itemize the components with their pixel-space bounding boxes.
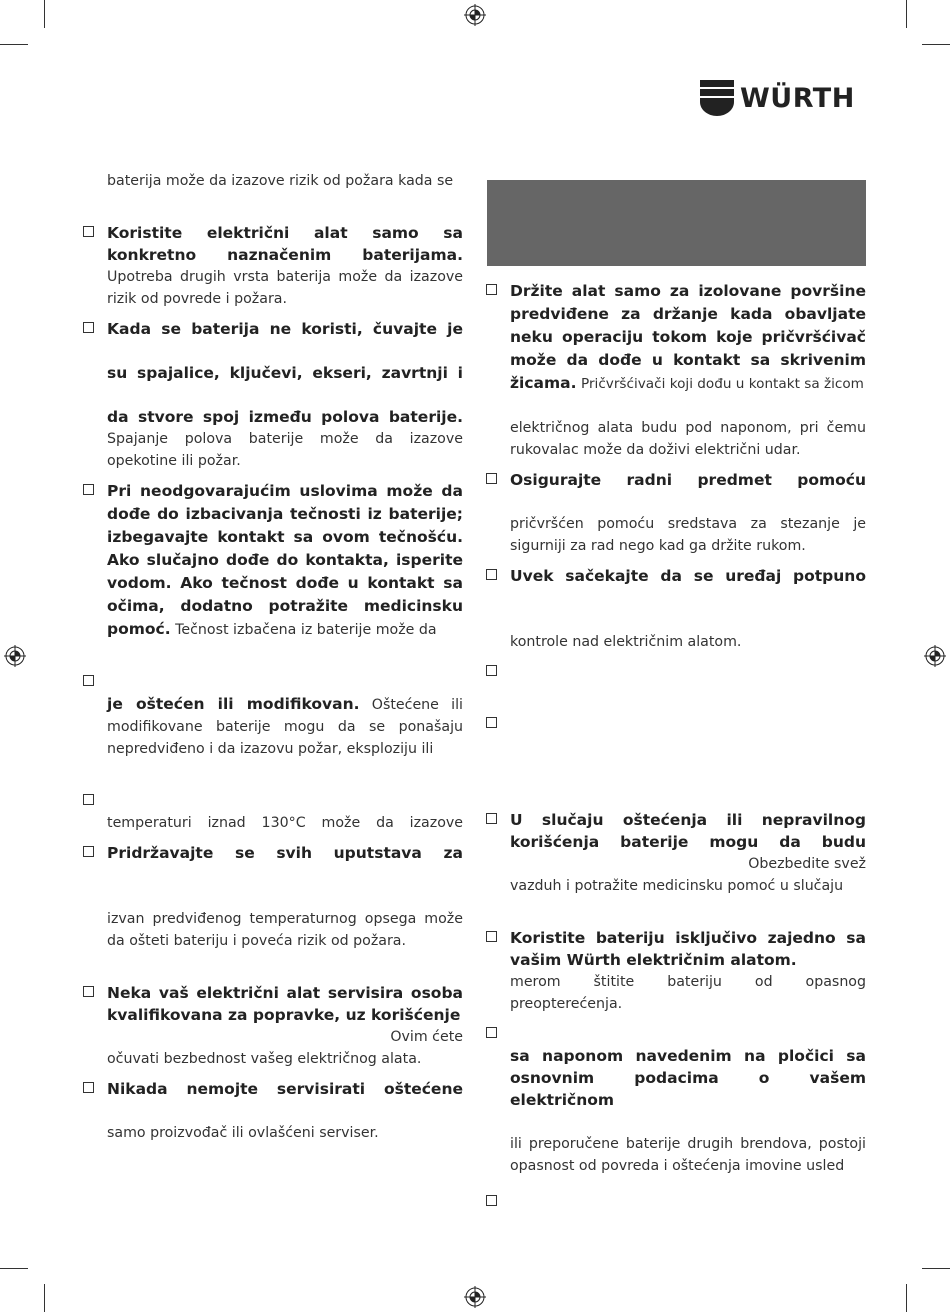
body-text: vazduh i potražite medicinsku pomoć u slučaju	[510, 878, 844, 894]
checkbox-icon	[83, 986, 94, 997]
crop-mark	[922, 1268, 950, 1269]
intro-text: baterija može da izazove rizik od požara kada se	[107, 173, 454, 189]
body-text: Spajanje polova baterije može da izazove opekotine ili požar.	[107, 431, 463, 469]
list-item	[510, 713, 866, 801]
list-item	[107, 222, 463, 310]
bold-text: Pridržavajte se svih uputstava za	[107, 844, 463, 862]
list-item	[510, 661, 866, 705]
wurth-logo-icon	[700, 80, 734, 116]
registration-mark-icon	[464, 1286, 486, 1308]
bold-text: Nikada nemojte servisirati oštećene	[107, 1080, 463, 1098]
crop-mark	[44, 1284, 45, 1312]
bold-text: U slučaju oštećenja ili nepravilnog korišćenja baterije mogu da budu	[510, 811, 866, 851]
bold-text: sa naponom navedenim na pločici sa osnovnim podacima o vašem električnom	[510, 1047, 866, 1109]
checkbox-icon	[486, 665, 497, 676]
list-item	[510, 809, 866, 897]
bold-text: da stvore spoj između polova baterije.	[107, 408, 463, 426]
body-text: izvan predviđenog temperaturnog opsega može da ošteti bateriju i poveća rizik od požara.	[107, 911, 463, 949]
body-text: kontrole nad električnim alatom.	[510, 634, 742, 650]
mixed-text	[107, 480, 463, 641]
bold-text: Osigurajte radni predmet pomoću	[510, 471, 866, 489]
body-text: temperaturi iznad 130°C može da izazove	[107, 815, 463, 831]
crop-mark	[0, 1268, 28, 1269]
body-text: Upotreba drugih vrsta baterija može da izazove rizik od povrede i požara.	[107, 269, 463, 307]
crop-mark	[44, 0, 45, 28]
body-text: pričvršćen pomoću sredstava za stezanje je sigurniji za rad nego kad ga držite rukom.	[510, 516, 866, 554]
registration-mark-icon	[924, 645, 946, 667]
bold-text: Pri neodgovarajućim uslovima može da dođe do izbacivanja tečnosti iz baterije; izbegavajte kontakt sa ovom tečnošću. Ako slučajno dođe do kontakta, isperite vodom. Ako tečnost dođe u kontakt sa očima, dodatno potražite medicinsku pomoć.	[107, 482, 463, 638]
checkbox-icon	[83, 226, 94, 237]
body-text: Pričvršćivači koji dođu u kontakt sa žicom	[581, 376, 864, 392]
list-item	[107, 842, 463, 952]
list-item	[510, 280, 866, 461]
bold-text: je oštećen ili modifikovan.	[107, 695, 360, 713]
checkbox-icon	[83, 1082, 94, 1093]
checkbox-icon	[83, 484, 94, 495]
checkbox-icon	[486, 813, 497, 824]
checkbox-icon	[83, 322, 94, 333]
crop-mark	[922, 44, 950, 45]
body-text: Obezbedite svež	[748, 856, 866, 872]
crop-mark	[0, 44, 28, 45]
checkbox-icon	[83, 675, 94, 686]
list-item	[107, 982, 463, 1070]
mixed-text	[107, 693, 463, 760]
checkbox-icon	[486, 284, 497, 295]
left-column	[107, 170, 463, 1152]
checkbox-icon	[486, 1027, 497, 1038]
bold-text: konkretno naznačenim baterijama.	[107, 246, 463, 264]
body-text: ili preporučene baterije drugih brendova, postoji opasnost od povreda i oštećenja imovine usled	[510, 1136, 866, 1174]
body-text: samo proizvođač ili ovlašćeni serviser.	[107, 1125, 379, 1141]
list-item	[107, 671, 463, 760]
checkbox-icon	[486, 569, 497, 580]
checkbox-icon	[83, 794, 94, 805]
logo-text: WÜRTH	[740, 82, 855, 114]
list-item	[107, 480, 463, 641]
registration-mark-icon	[464, 4, 486, 26]
bold-text: Koristite bateriju isključivo zajedno sa vašim Würth električnim alatom.	[510, 929, 866, 969]
list-item	[510, 927, 866, 1015]
list-item	[107, 1078, 463, 1144]
right-column	[510, 280, 866, 1221]
list-item	[510, 469, 866, 557]
crop-mark	[906, 0, 907, 28]
mixed-text	[510, 280, 866, 395]
body-text: električnog alata budu pod naponom, pri čemu rukovalac može da doživi električni udar.	[510, 420, 866, 458]
list-item	[107, 790, 463, 834]
checkbox-icon	[486, 473, 497, 484]
body-text: Tečnost izbačena iz baterije može da	[175, 622, 437, 638]
list-item	[510, 1191, 866, 1213]
section-header-box	[487, 180, 866, 266]
list-item	[107, 170, 463, 192]
bold-text: Kada se baterija ne koristi, čuvajte je	[107, 320, 463, 338]
list-item	[510, 1023, 866, 1177]
bold-text: Držite alat samo za izolovane površine predviđene za držanje kada obavljate neku operaciju tokom koje pričvršćivač može da dođe u kontakt sa skrivenim žicama.	[510, 282, 866, 392]
list-item	[107, 318, 463, 472]
checkbox-icon	[486, 931, 497, 942]
crop-mark	[906, 1284, 907, 1312]
bold-text: Uvek sačekajte da se uređaj potpuno	[510, 567, 866, 585]
body-text: merom štitite bateriju od opasnog preopterećenja.	[510, 974, 866, 1012]
checkbox-icon	[83, 846, 94, 857]
bold-text: Koristite električni alat samo sa	[107, 224, 463, 242]
body-text: Ovim ćete	[390, 1029, 463, 1045]
registration-mark-icon	[4, 645, 26, 667]
checkbox-icon	[486, 717, 497, 728]
bold-text: su spajalice, ključevi, ekseri, zavrtnji i	[107, 364, 463, 382]
wurth-logo	[700, 78, 855, 118]
list-item	[510, 565, 866, 653]
body-text: Oštećene ili modifikovane baterije mogu da se ponašaju nepredviđeno i da izazovu požar, eksploziju ili	[107, 697, 463, 757]
body-text: očuvati bezbednost vašeg električnog alata.	[107, 1051, 422, 1067]
bold-text: Neka vaš električni alat servisira osoba kvalifikovana za popravke, uz korišćenje	[107, 984, 463, 1024]
checkbox-icon	[486, 1195, 497, 1206]
